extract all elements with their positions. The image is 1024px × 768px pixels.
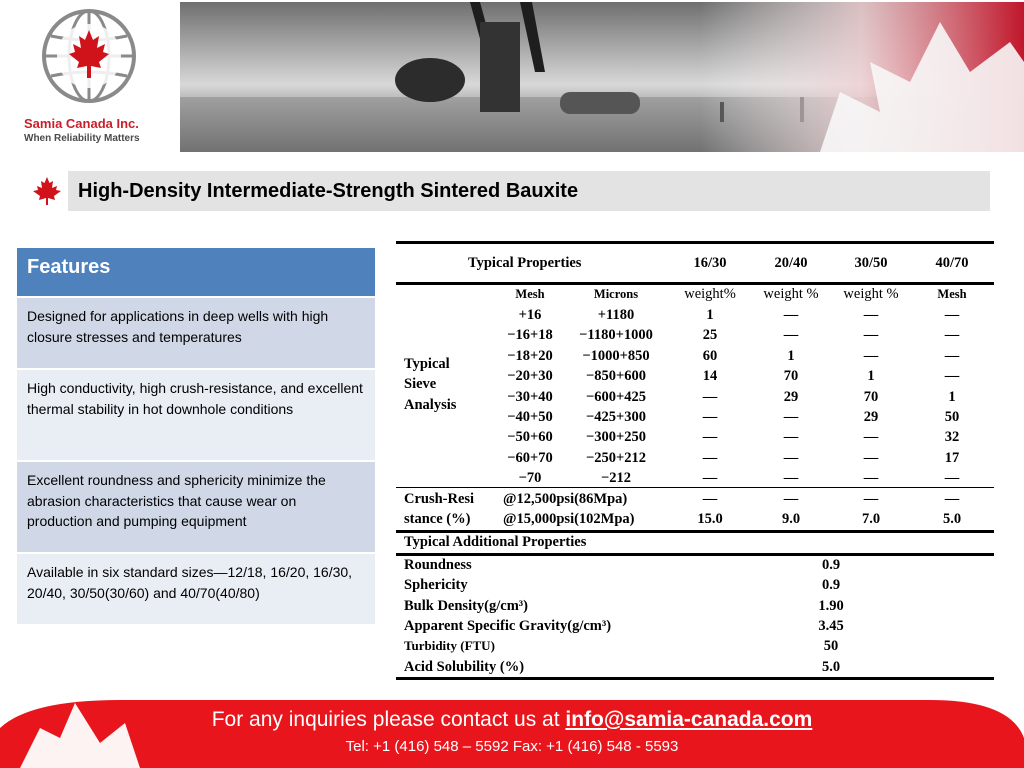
footer-inquiry-text: For any inquiries please contact us at — [211, 708, 566, 731]
table-rule — [396, 241, 994, 244]
sieve-cell: +16 — [518, 307, 542, 323]
feature-item: Excellent roundness and sphericity minimize the abrasion characteristics that cause wear on production and pumping equipment — [17, 460, 375, 552]
sieve-cell: 1 — [787, 347, 795, 364]
sieve-cell: — — [863, 429, 879, 446]
footer-phone: Tel: +1 (416) 548 – 5592 Fax: +1 (416) 548 - 5593 — [345, 738, 679, 755]
sieve-cell: — — [702, 388, 718, 405]
crush-cell: @15,000psi(102Mpa) — [503, 511, 635, 527]
sieve-subheader: Microns — [593, 287, 639, 301]
sieve-cell: — — [783, 327, 799, 344]
feature-item: Available in six standard sizes—12/18, 16/20, 16/30, 20/40, 30/50(30/60) and 40/70(40/80) — [17, 552, 375, 624]
sieve-cell: — — [702, 409, 718, 425]
logo — [0, 0, 178, 155]
sieve-subheader: weight % — [763, 286, 819, 302]
table-rule — [396, 553, 994, 556]
sieve-cell: −50+60 — [507, 429, 553, 446]
title-bar — [68, 171, 990, 211]
crush-label: Crush-Resi — [404, 491, 475, 507]
email-link[interactable]: info@samia-canada.com — [565, 708, 813, 731]
sieve-subheader: weight % — [843, 286, 899, 302]
table-rule — [396, 530, 994, 533]
sieve-cell: — — [783, 470, 799, 487]
additional-value: 3.45 — [818, 617, 844, 634]
table-rule — [396, 487, 994, 488]
additional-label: Roundness — [404, 557, 472, 573]
sieve-cell: −30+40 — [507, 388, 553, 405]
crush-cell: 9.0 — [781, 511, 801, 527]
sieve-cell: −600+425 — [585, 388, 647, 405]
sieve-label: Analysis — [404, 397, 457, 413]
features-heading: Features — [17, 248, 375, 296]
additional-label: Bulk Density(g/cm³) — [404, 597, 528, 614]
features-panel — [17, 248, 375, 624]
additional-label: Sphericity — [404, 577, 468, 594]
additional-value: 0.9 — [821, 557, 841, 573]
size-header: 20/40 — [774, 255, 808, 271]
sieve-cell: −212 — [600, 470, 632, 487]
sieve-cell: 1 — [867, 368, 875, 385]
sieve-subheader: weight% — [684, 286, 736, 302]
additional-label: Acid Solubility (%) — [404, 658, 525, 675]
sieve-cell: — — [944, 327, 960, 344]
footer-inquiry — [0, 708, 1024, 732]
banner-photo — [180, 2, 1024, 152]
sieve-cell: — — [702, 449, 718, 466]
sieve-cell: — — [783, 429, 799, 446]
sieve-cell: −1000+850 — [582, 347, 650, 364]
additional-label: Apparent Specific Gravity(g/cm³) — [404, 617, 612, 634]
sieve-cell: −1180+1000 — [579, 327, 653, 344]
sieve-cell: — — [863, 307, 879, 323]
feature-item: Designed for applications in deep wells with high closure stresses and temperatures — [17, 296, 375, 368]
sieve-cell: — — [702, 429, 718, 446]
page-title: High-Density Intermediate-Strength Sintered Bauxite — [78, 180, 579, 202]
crush-label: stance (%) — [404, 511, 471, 527]
size-header: 30/50 — [854, 255, 888, 271]
sieve-cell: −850+600 — [585, 368, 647, 385]
table-rule — [396, 282, 994, 285]
brand-tagline: When Reliability Matters — [24, 133, 140, 144]
sieve-cell: −16+18 — [507, 327, 553, 344]
sieve-cell: — — [863, 347, 879, 364]
sieve-cell: 70 — [863, 388, 879, 405]
header — [0, 0, 1024, 155]
sieve-cell: — — [702, 470, 718, 487]
properties-table — [396, 241, 994, 681]
sieve-cell: — — [863, 327, 879, 344]
sieve-cell: — — [944, 347, 960, 364]
sieve-cell: — — [863, 470, 879, 487]
sieve-cell: −18+20 — [507, 347, 553, 364]
brand-name: Samia Canada Inc. — [24, 116, 139, 131]
sieve-subheader: Mesh — [515, 287, 545, 301]
sieve-cell: −425+300 — [585, 409, 647, 425]
sieve-cell: −40+50 — [507, 409, 553, 425]
sieve-cell: 29 — [783, 388, 799, 405]
sieve-cell: — — [863, 449, 879, 466]
maple-leaf-globe-icon — [41, 8, 137, 104]
sieve-cell: — — [944, 470, 960, 487]
additional-label: Turbidity (FTU) — [404, 638, 495, 654]
sieve-cell: +1180 — [597, 307, 635, 323]
sieve-cell: −20+30 — [507, 368, 553, 385]
additional-header: Typical Additional Properties — [404, 534, 587, 550]
sieve-cell: — — [783, 409, 799, 425]
crush-cell: — — [702, 491, 718, 507]
sieve-cell: −60+70 — [507, 449, 553, 466]
sieve-cell: 50 — [944, 409, 960, 425]
sieve-subheader: Mesh — [937, 287, 967, 301]
additional-value: 1.90 — [818, 597, 844, 614]
sieve-cell: — — [944, 368, 960, 385]
sieve-cell: — — [783, 307, 799, 323]
crush-cell: — — [863, 491, 879, 507]
sieve-cell: 17 — [944, 449, 960, 466]
crush-cell: 15.0 — [697, 511, 723, 527]
crush-cell: — — [944, 491, 960, 507]
sieve-cell: −70 — [518, 470, 542, 487]
size-header: 16/30 — [693, 255, 727, 271]
sieve-cell: 25 — [702, 327, 718, 344]
additional-value: 0.9 — [821, 577, 841, 594]
sieve-cell: — — [783, 449, 799, 466]
maple-leaf-icon — [32, 176, 62, 206]
crush-cell: @12,500psi(86Mpa) — [503, 491, 628, 507]
sieve-label: Sieve — [404, 376, 437, 392]
sieve-cell: 32 — [944, 429, 960, 446]
sieve-cell: 14 — [702, 368, 718, 385]
sieve-label: Typical — [404, 356, 450, 372]
feature-item: High conductivity, high crush-resistance, and excellent thermal stability in hot downhole conditions — [17, 368, 375, 460]
crush-cell: 7.0 — [861, 511, 881, 527]
table-rule — [396, 677, 994, 680]
table-header: Typical Properties — [468, 255, 582, 271]
additional-value: 50 — [823, 638, 839, 655]
sieve-cell: 70 — [783, 368, 799, 385]
sieve-cell: −300+250 — [585, 429, 647, 446]
additional-value: 5.0 — [821, 658, 841, 675]
size-header: 40/70 — [935, 255, 969, 271]
sieve-cell: — — [944, 307, 960, 323]
crush-cell: — — [783, 491, 799, 507]
crush-cell: 5.0 — [942, 511, 962, 527]
sieve-cell: −250+212 — [585, 449, 647, 466]
sieve-cell: 60 — [702, 347, 718, 364]
sieve-cell: 1 — [948, 388, 956, 405]
sieve-cell: 29 — [863, 409, 879, 425]
sieve-cell: 1 — [706, 307, 714, 323]
